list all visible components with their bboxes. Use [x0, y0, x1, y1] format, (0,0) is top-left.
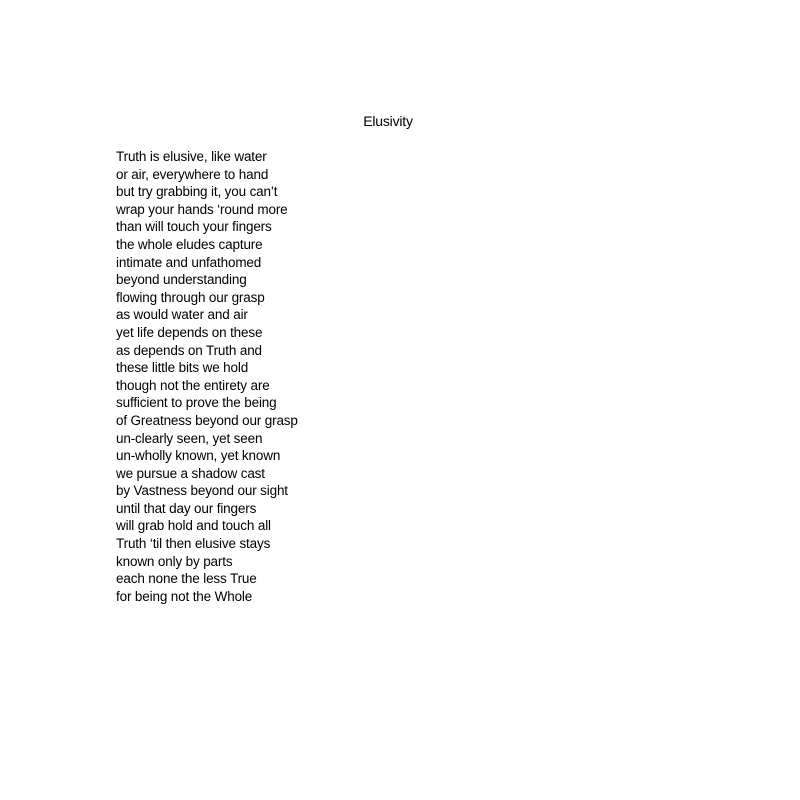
poem-line: un-wholly known, yet known	[116, 448, 281, 464]
poem-line: as would water and air	[116, 307, 248, 323]
poem-line: though not the entirety are	[116, 377, 270, 393]
poem-line: we pursue a shadow cast	[116, 465, 265, 481]
poem-line: until that day our fingers	[116, 500, 257, 516]
poem-line: by Vastness beyond our sight	[116, 483, 288, 499]
poem-line: these little bits we hold	[116, 360, 249, 376]
poem-line: known only by parts	[116, 553, 233, 569]
poem-line: or air, everywhere to hand	[116, 166, 269, 182]
poem-line: than will touch your fingers	[116, 219, 272, 235]
poem-line: Truth ‘til then elusive stays	[116, 536, 271, 552]
poem-line: intimate and unfathomed	[116, 254, 262, 270]
poem-line: Truth is elusive, like water	[116, 149, 267, 164]
poem-line: flowing through our grasp	[116, 289, 265, 305]
poem-line: but try grabbing it, you can’t	[116, 184, 278, 200]
poem-line: un-clearly seen, yet seen	[116, 430, 263, 446]
poem-line: for being not the Whole	[116, 588, 253, 604]
poem-title: Elusivity	[363, 113, 413, 129]
poem-line: sufficient to prove the being	[116, 395, 277, 411]
poem-body	[116, 148, 298, 605]
poem-line: as depends on Truth and	[116, 342, 262, 358]
poem-line: beyond understanding	[116, 272, 247, 288]
poem-line: yet life depends on these	[116, 324, 263, 340]
poem-line: wrap your hands ‘round more	[116, 201, 288, 217]
poem-line: each none the less True	[116, 571, 257, 587]
poem-line: will grab hold and touch all	[116, 518, 271, 534]
poem-line: the whole eludes capture	[116, 236, 263, 252]
poem-line: of Greatness beyond our grasp	[116, 412, 298, 428]
